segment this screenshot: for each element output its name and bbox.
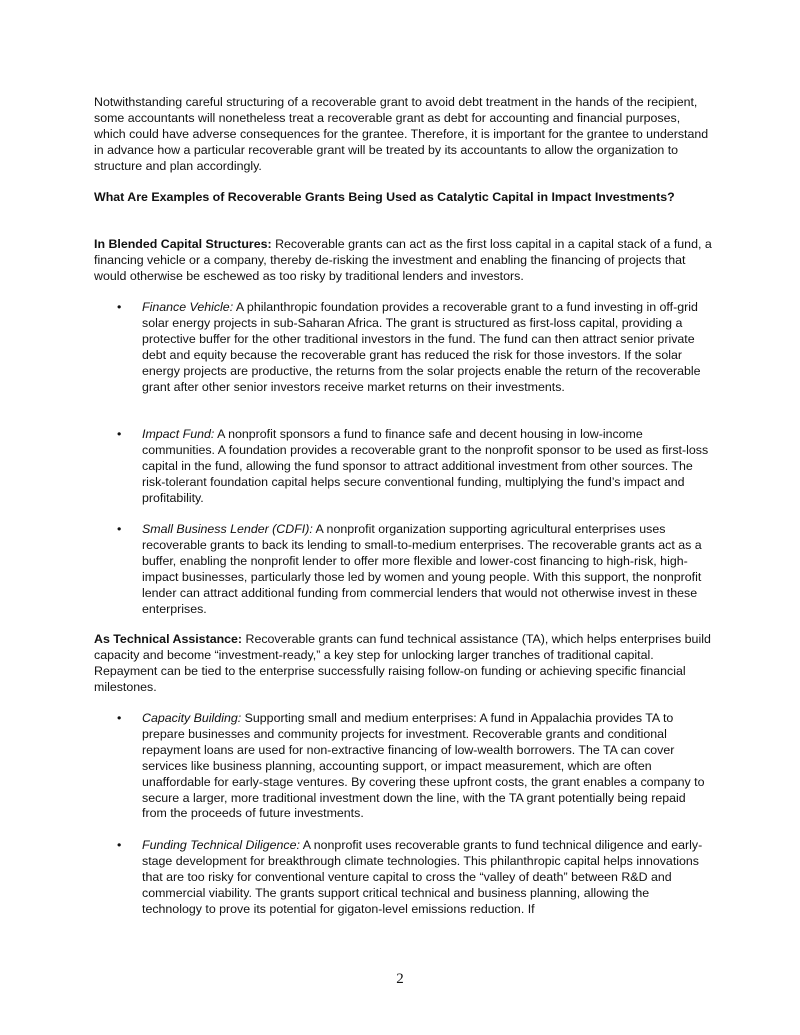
bullet-icon: • (117, 427, 122, 441)
bullet-finance-vehicle (142, 300, 712, 395)
bullet-icon: • (117, 838, 122, 852)
bullet-text: A nonprofit organization supporting agricultural enterprises uses recoverable grants to back its lending to small-to-medium enterprises. The recoverable grants act as a buffer, enabling the nonprofit lender to offer more flexible and lower-cost financing to high-risk, high-impact businesses, particularly those led by women and young people. With this support, the nonprofit lender can attract additional funding from commercial lenders that would not otherwise invest in these enterprises. (142, 522, 702, 616)
blended-capital-lead: In Blended Capital Structures: (94, 237, 272, 251)
blended-capital-text: Recoverable grants can act as the first loss capital in a capital stack of a fund, a financing vehicle or a company, thereby de-risking the investment and enabling the financing of projects that would otherwise be eschewed as too risky by traditional lenders and investors. (94, 237, 712, 283)
bullet-lead: Small Business Lender (CDFI): (142, 522, 313, 536)
bullet-icon: • (117, 711, 122, 725)
bullet-icon: • (117, 522, 122, 536)
bullet-small-business-lender (142, 522, 712, 617)
bullet-funding-technical-diligence (142, 838, 712, 918)
blended-capital-paragraph (94, 237, 714, 285)
bullet-text: A nonprofit uses recoverable grants to fund technical diligence and early-stage development for breakthrough climate technologies. This philanthropic capital helps innovations that are too risky for conventional venture capital to cross the “valley of death” between R&D and commercial viability. The grants support critical technical and business planning, allowing the technology to prove its potential for gigaton-level emissions reduction. If (142, 838, 703, 916)
page-number: 2 (396, 971, 404, 987)
technical-assistance-paragraph (94, 632, 714, 696)
bullet-capacity-building (142, 711, 712, 822)
intro-paragraph: Notwithstanding careful structuring of a recoverable grant to avoid debt treatment in the hands of the recipient, some accountants will nonetheless treat a recoverable grant as debt for accounting and financial purposes, which could have adverse consequences for the grantee. Therefore, it is important for the grantee to understand in advance how a particular recoverable grant will be treated by its accountants to allow the organization to structure and plan accordingly. (94, 95, 709, 173)
technical-assistance-lead: As Technical Assistance: (94, 632, 243, 646)
bullet-lead: Finance Vehicle: (142, 300, 234, 314)
section-heading: What Are Examples of Recoverable Grants Being Used as Catalytic Capital in Impact Investments? (94, 190, 675, 204)
bullet-lead: Funding Technical Diligence: (142, 838, 300, 852)
bullet-text: A philanthropic foundation provides a recoverable grant to a fund investing in off-grid solar energy projects in sub-Saharan Africa. The grant is structured as first-loss capital, providing a protective buffer for the other traditional investors in the fund. The fund can then attract senior private debt and equity because the recoverable grant has reduced the risk for those investors. If the solar energy projects are productive, the returns from the solar projects enable the return of the recoverable grant after other senior investors receive market returns on their investments. (142, 300, 701, 394)
bullet-impact-fund (142, 427, 712, 507)
bullet-lead: Capacity Building: (142, 711, 242, 725)
bullet-text: Supporting small and medium enterprises: A fund in Appalachia provides TA to prepare businesses and community projects for investment. Recoverable grants and conditional repayment loans are used for non-extractive financing of low-wealth borrowers. The TA can cover services like business planning, accounting support, or impact measurement, which are often unaffordable for early-stage ventures. By covering these upfront costs, the grant enables a company to secure a larger, more traditional investment down the line, with the TA grant potentially being repaid from the proceeds of future investments. (142, 711, 705, 821)
technical-assistance-text: Recoverable grants can fund technical assistance (TA), which helps enterprises build capacity and become “investment-ready,” a key step for unlocking larger tranches of traditional capital. Repayment can be tied to the enterprise successfully raising follow-on funding or achieving specific financial milestones. (94, 632, 711, 694)
bullet-icon: • (117, 300, 122, 314)
bullet-text: A nonprofit sponsors a fund to finance safe and decent housing in low-income communities. A foundation provides a recoverable grant to the nonprofit sponsor to be used as first-loss capital in the fund, allowing the fund sponsor to attract additional investment from other sources. The risk-tolerant foundation capital helps secure conventional funding, multiplying the fund’s impact and profitability. (142, 427, 709, 505)
bullet-lead: Impact Fund: (142, 427, 215, 441)
